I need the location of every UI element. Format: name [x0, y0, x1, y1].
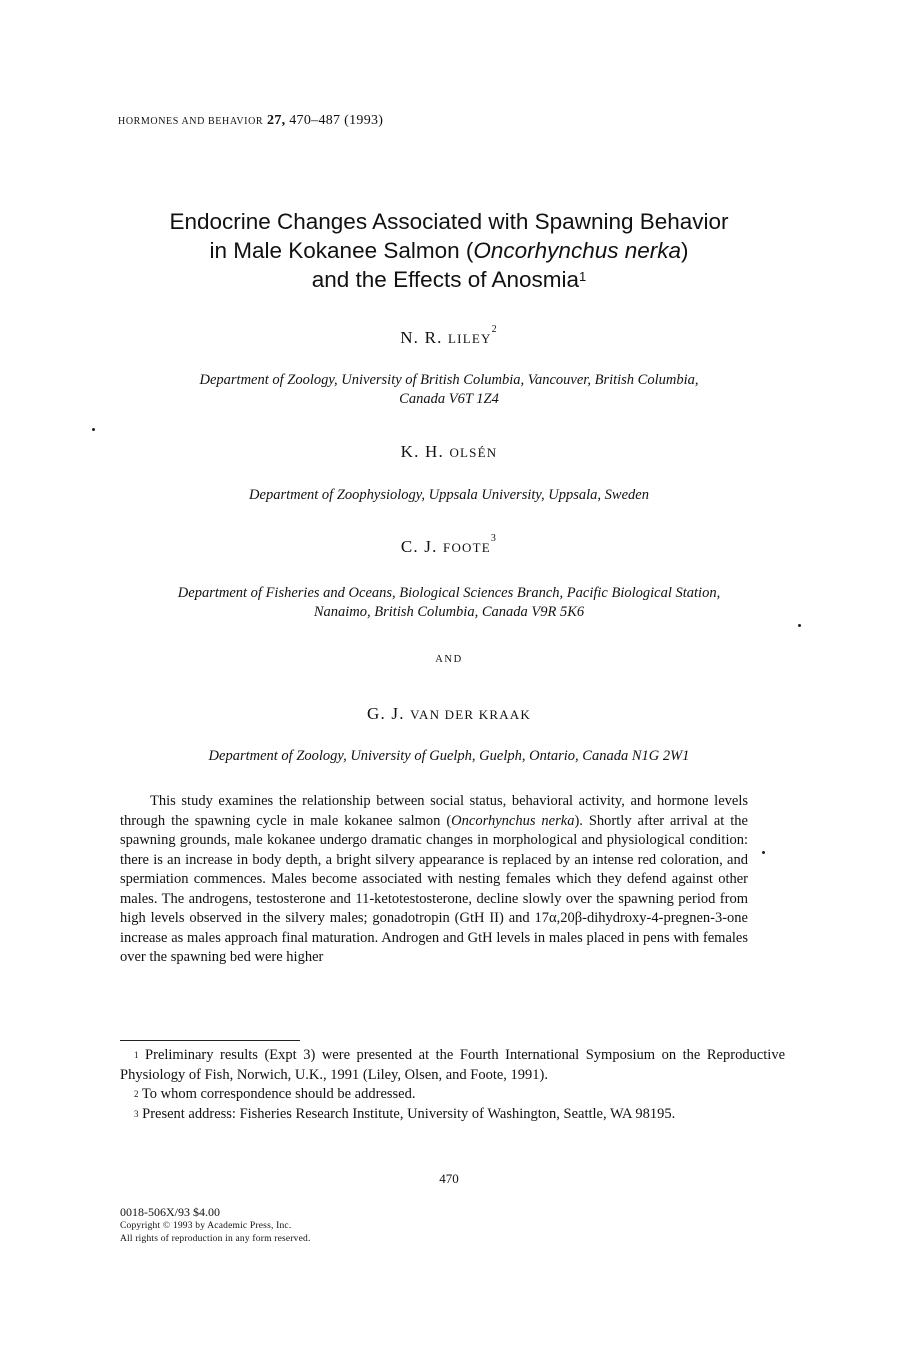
copyright-line: Copyright © 1993 by Academic Press, Inc. — [120, 1220, 292, 1231]
rights-line: All rights of reproduction in any form reserved. — [120, 1234, 311, 1244]
author-2: K. H. OLSÉN — [400, 442, 498, 461]
footnote-divider — [120, 1040, 300, 1041]
footnote-1: $^1$ Preliminary results (Expt 3) were presented at the Fourth International Symposium on the Reproductive Physiology of Fish, Norwich, U.K., 1991 (Liley, Olsen, and Foote, 1991). — [120, 1047, 785, 1083]
author-4: G. J. VAN DER KRAAK — [367, 704, 531, 723]
abstract-paragraph: This study examines the relationship between social status, behavioral activity, and hormone levels through the spawning cycle in male kokanee salmon (Oncorhynchus nerka). Shortly after arrival at the spawning grounds, male kokanee undergo dramatic changes in morphological and physiological condition: there is an increase in body depth, a bright silvery appearance is replaced by an intense red coloration, and spermiation commences. Males become associated with nesting females which they defend against other males. The androgens, testosterone and 11-ketotestosterone, decline slowly over the spawning period from high levels observed in the silvery males; gonadotropin (GtH II) and 17α,20β-dihydroxy-4-pregnen-3-one increase as males approach final maturation. Androgen and GtH levels in males placed in pens with females over the spawning bed were higher — [120, 793, 748, 965]
journal-name: HORMONES AND BEHAVIOR — [118, 116, 264, 127]
page-number: 470 — [439, 1171, 459, 1186]
author-3: C. J. FOOTE$^3$ — [400, 533, 498, 556]
abstract — [120, 792, 748, 968]
journal-pages-year: 470–487 (1993) — [289, 113, 384, 128]
scan-speck — [92, 428, 95, 431]
footnotes — [120, 1046, 785, 1124]
footnote-2: $^2$ To whom correspondence should be addressed. — [134, 1086, 416, 1102]
and-separator: AND — [435, 654, 463, 665]
scan-speck — [762, 851, 765, 854]
article-title — [100, 207, 798, 294]
footnote-3: $^3$ Present address: Fisheries Research Institute, University of Washington, Seattle, WA 98195. — [134, 1105, 676, 1122]
title-footnote-mark: 1 — [579, 269, 587, 284]
scan-speck — [798, 624, 801, 627]
abstract-species: Oncorhynchus nerka — [451, 812, 575, 829]
journal-volume: 27, — [267, 113, 286, 128]
title-line-2: in Male Kokanee Salmon (Oncorhynchus nerka) — [209, 238, 689, 263]
author-1: N. R. LILEY$^2$ — [400, 324, 498, 347]
title-species: Oncorhynchus nerka — [473, 238, 681, 263]
journal-citation — [118, 113, 383, 129]
publisher-info — [120, 1206, 311, 1247]
issn-price: 0018-506X/93 $4.00 — [120, 1205, 220, 1219]
title-line-1: Endocrine Changes Associated with Spawning Behavior — [169, 209, 729, 234]
affiliation-4: Department of Zoology, University of Guelph, Guelph, Ontario, Canada N1G 2W1 — [208, 748, 690, 764]
title-line-3: and the Effects of Anosmia$^1$ — [311, 267, 587, 292]
affiliation-3: Department of Fisheries and Oceans, Biological Sciences Branch, Pacific Biological Station, Nanaimo, British Columbia, Canada V9R 5K6 — [177, 585, 721, 620]
affiliation-1: Department of Zoology, University of British Columbia, Vancouver, British Columbia, Canada V6T 1Z4 — [199, 372, 699, 407]
affiliation-2: Department of Zoophysiology, Uppsala University, Uppsala, Sweden — [249, 487, 649, 503]
